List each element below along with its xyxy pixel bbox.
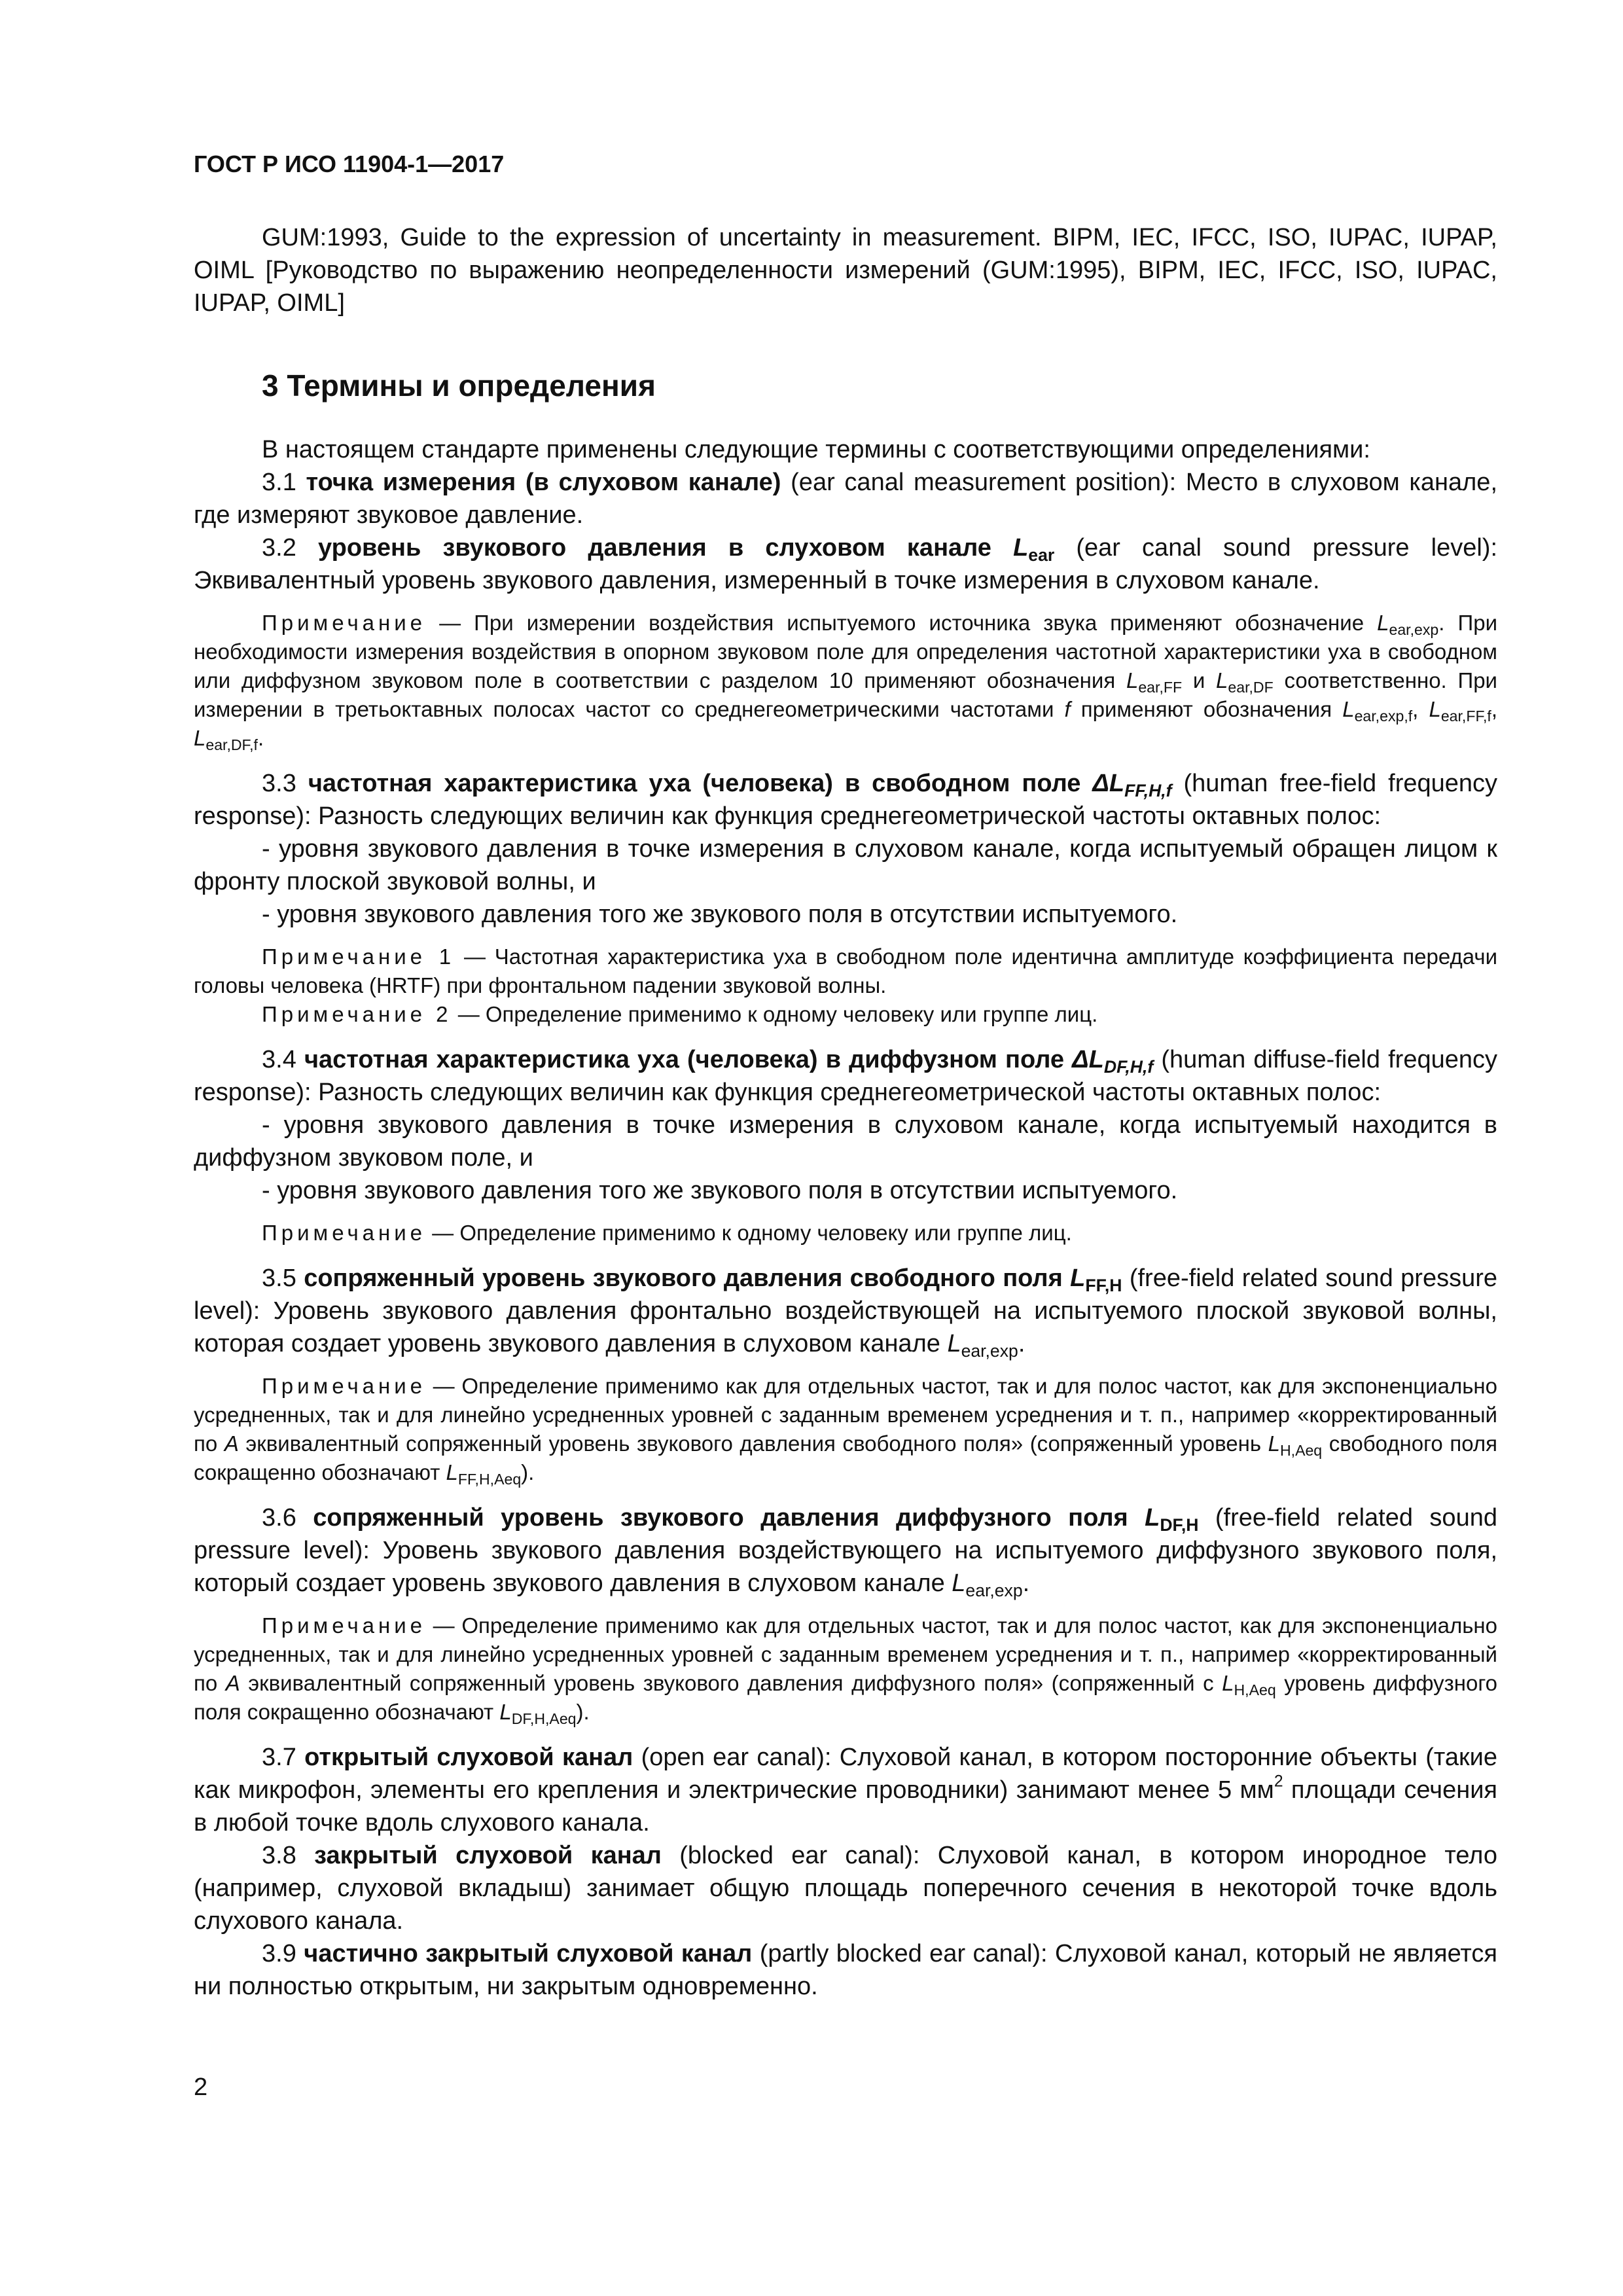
term-3-1: 3.1 точка измерения (в слуховом канале) (ear canal measurement position): Место в слуховом канале, где измеряют звуковое давление. bbox=[194, 469, 1498, 529]
gum-reference: GUM:1993, Guide to the expression of uncertainty in measurement. BIPM, IEC, IFCC, ISO, IUPAC, IUPAP, OIML [Руководство по выражению неопределенности измерений (GUM:1995), BIPM, IEC, IFCC, ISO, IUPAC, IUPAP, OIML] bbox=[194, 224, 1497, 317]
term-3-6-title: сопряженный уровень звукового давления диффузного поля bbox=[313, 1504, 1128, 1532]
term-3-4-title: частотная характеристика уха (человека) в диффузном поле bbox=[304, 1046, 1065, 1073]
term-3-9: 3.9 частично закрытый слуховой канал (partly blocked ear canal): Слуховой канал, который не является ни полностью открытым, ни закрытым одновременно. bbox=[194, 1940, 1497, 2000]
term-3-3: 3.3 частотная характеристика уха (человека) в свободном поле $\Delta L_{FF,H,f}$ (human free-field frequency response): Разность следующих величин как функция среднегеометрической частоты октавных полос: bbox=[194, 770, 1498, 830]
note-3-3-2: Примечание 2 — Определение применимо к одному человеку или группе лиц. bbox=[262, 1002, 1098, 1026]
term-3-8: 3.8 закрытый слуховой канал (blocked ear canal): Слуховой канал, в котором инородное тело (например, слуховой вкладыш) занимает общую площадь поперечного сечения в некоторой точке вдоль слухового канала. bbox=[194, 1842, 1497, 1935]
section-intro: В настоящем стандарте применены следующие термины с соответствующими определениями: bbox=[262, 436, 1370, 463]
document-page bbox=[194, 151, 1497, 2003]
term-3-7-title: открытый слуховой канал bbox=[304, 1744, 633, 1771]
note-3-2: Примечание — При измерении воздействия испытуемого источника звука применяют обозначение $L_{ear,exp}$. При необходимости измерения воздействия в опорном звуковом поле для определения частотной характеристики уха в свободном или диффузном звуковом поле в соответствии с разделом 10 применяют обозначения $L_{ear,FF}$ и $L_{ear,DF}$ соответственно. При измерении в третьоктавных полосах частот со среднегеометрическими частотами f применяют обозначения $L_{ear,exp,f}$, $L_{ear,FF,f}$, $L_{ear,DF,f}$. bbox=[194, 611, 1498, 753]
note-3-3-1: Примечание 1 — Частотная характеристика уха в свободном поле идентична амплитуде коэффициента передачи головы человека (HRTF) при фронтальном падении звуковой волны. bbox=[194, 944, 1498, 997]
note-3-6: Примечание — Определение применимо как для отдельных частот, так и для полос частот, как для экспоненциально усредненных, так и для линейно усредненных уровней с заданным временем усреднения и т. п., например «корректированный по A эквивалентный сопряженный уровень звукового давления диффузного поля» (сопряженный с $L_{H,Aeq}$ уровень диффузного поля сокращенно обозначают $L_{DF,H,Aeq}$). bbox=[194, 1613, 1497, 1727]
term-3-5: 3.5 сопряженный уровень звукового давления свободного поля $L_{FF,H}$ (free-field related sound pressure level): Уровень звукового давления фронтально воздействующей на испытуемого плоской звуковой волны, которая создает уровень звукового давления в слуховом канале $L_{ear,exp}$. bbox=[194, 1265, 1498, 1361]
term-3-2-title: уровень звукового давления в слуховом канале bbox=[317, 534, 991, 562]
term-3-6: 3.6 сопряженный уровень звукового давления диффузного поля $L_{DF,H}$ (free-field related sound pressure level): Уровень звукового давления воздействующего на испытуемого диффузного звукового поля, который создает уровень звукового давления в слуховом канале $L_{ear,exp}$. bbox=[194, 1504, 1497, 1600]
term-3-7: 3.7 открытый слуховой канал (open ear canal): Слуховой канал, в котором посторонние объекты (такие как микрофон, элементы его крепления и электрические проводники) занимают менее 5 $мм^2$ площади сечения в любой точке вдоль слухового канала. bbox=[194, 1744, 1497, 1837]
term-3-3-item-2: - уровня звукового давления того же звукового поля в отсутствии испытуемого. bbox=[262, 901, 1178, 928]
term-3-4-item-1: - уровня звукового давления в точке измерения в слуховом канале, когда испытуемый находится в диффузном звуковом поле, и bbox=[194, 1111, 1497, 1172]
term-3-4-item-2: - уровня звукового давления того же звукового поля в отсутствии испытуемого. bbox=[262, 1177, 1178, 1204]
page-number: 2 bbox=[194, 2073, 208, 2101]
document-header: ГОСТ Р ИСО 11904-1—2017 bbox=[194, 151, 505, 177]
term-3-9-title: частично закрытый слуховой канал bbox=[304, 1940, 753, 1967]
term-3-8-title: закрытый слуховой канал bbox=[314, 1842, 662, 1869]
section-title: 3 Термины и определения bbox=[262, 368, 656, 403]
term-3-2: 3.2 уровень звукового давления в слуховом канале $L_{ear}$ (ear canal sound pressure level): Эквивалентный уровень звукового давления, измеренный в точке измерения в слуховом канале. bbox=[194, 534, 1498, 594]
term-3-3-title: частотная характеристика уха (человека) в свободном поле bbox=[308, 770, 1081, 797]
term-3-1-title: точка измерения (в слуховом канале) bbox=[306, 469, 781, 496]
note-3-5: Примечание — Определение применимо как для отдельных частот, так и для полос частот, как для экспоненциально усредненных, так и для линейно усредненных уровней с заданным временем усреднения и т. п., например «корректированный по A эквивалентный сопряженный уровень звукового давления свободного поля» (сопряженный уровень $L_{H,Aeq}$ свободного поля сокращенно обозначают $L_{FF,H,Aeq}$). bbox=[194, 1374, 1497, 1488]
term-3-5-title: сопряженный уровень звукового давления свободного поля bbox=[304, 1265, 1063, 1292]
term-3-4: 3.4 частотная характеристика уха (человека) в диффузном поле $\Delta L_{DF,H,f}$ (human diffuse-field frequency response): Разность следующих величин как функция среднегеометрической частоты октавных полос: bbox=[194, 1046, 1498, 1106]
term-3-3-item-1: - уровня звукового давления в точке измерения в слуховом канале, когда испытуемый обращен лицом к фронту плоской звуковой волны, и bbox=[194, 835, 1497, 895]
note-3-4: Примечание — Определение применимо к одному человеку или группе лиц. bbox=[262, 1221, 1072, 1245]
